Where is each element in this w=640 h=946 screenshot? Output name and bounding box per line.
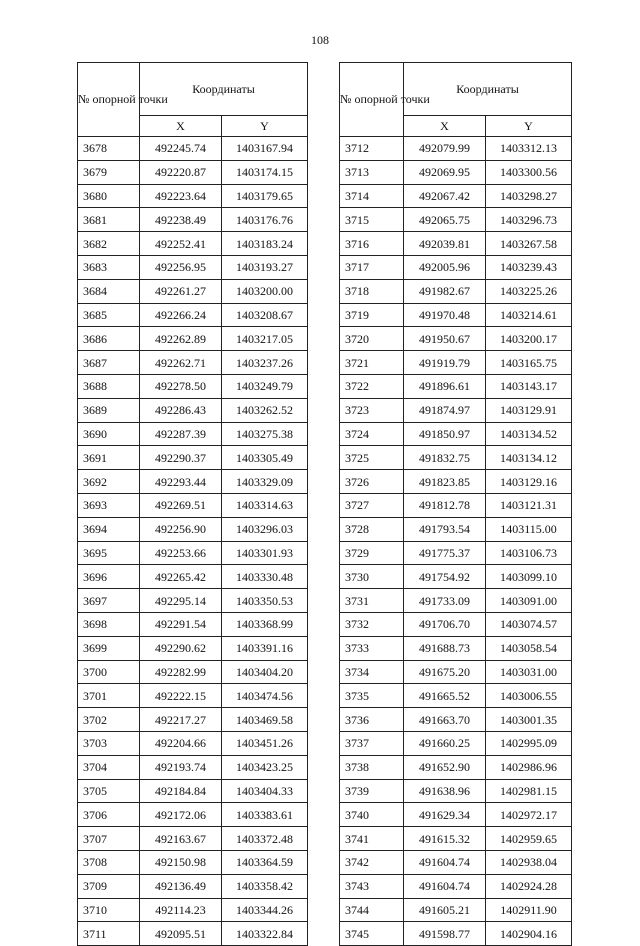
point-number-cell: 3724 [340, 422, 404, 446]
x-coordinate-cell: 492261.27 [140, 279, 222, 303]
y-coordinate-cell: 1403364.59 [222, 850, 308, 874]
y-coordinate-cell: 1403474.56 [222, 684, 308, 708]
table-row [78, 708, 308, 732]
y-coordinate-cell: 1403091.00 [486, 589, 572, 613]
point-number-cell: 3714 [340, 184, 404, 208]
y-coordinate-cell: 1402911.90 [486, 898, 572, 922]
point-number-cell: 3696 [78, 565, 140, 589]
x-coordinate-cell: 491919.79 [404, 351, 486, 375]
table-row [340, 708, 572, 732]
x-coordinate-cell: 491812.78 [404, 493, 486, 517]
y-coordinate-cell: 1403305.49 [222, 446, 308, 470]
table-row [78, 422, 308, 446]
point-number-cell: 3717 [340, 255, 404, 279]
y-coordinate-cell: 1403372.48 [222, 827, 308, 851]
table-row [78, 850, 308, 874]
y-coordinate-cell: 1403358.42 [222, 874, 308, 898]
point-number-cell: 3689 [78, 398, 140, 422]
table-row [78, 779, 308, 803]
y-coordinate-cell: 1402938.04 [486, 850, 572, 874]
table-row [78, 374, 308, 398]
y-coordinate-cell: 1403296.03 [222, 517, 308, 541]
y-coordinate-cell: 1403267.58 [486, 232, 572, 256]
table-row [340, 565, 572, 589]
x-coordinate-cell: 492193.74 [140, 755, 222, 779]
table-row [78, 541, 308, 565]
y-coordinate-cell: 1403193.27 [222, 255, 308, 279]
x-coordinate-cell: 492269.51 [140, 493, 222, 517]
y-coordinate-cell: 1403469.58 [222, 708, 308, 732]
x-coordinate-cell: 492067.42 [404, 184, 486, 208]
x-header: X [404, 116, 486, 137]
table-row [78, 493, 308, 517]
x-coordinate-cell: 492278.50 [140, 374, 222, 398]
x-coordinate-cell: 491615.32 [404, 827, 486, 851]
point-number-cell: 3706 [78, 803, 140, 827]
y-coordinate-cell: 1403006.55 [486, 684, 572, 708]
point-number-cell: 3692 [78, 470, 140, 494]
point-number-cell: 3725 [340, 446, 404, 470]
y-coordinate-cell: 1403001.35 [486, 708, 572, 732]
table-row [340, 517, 572, 541]
y-coordinate-cell: 1402981.15 [486, 779, 572, 803]
point-number-cell: 3730 [340, 565, 404, 589]
x-coordinate-cell: 492262.71 [140, 351, 222, 375]
y-coordinate-cell: 1403129.91 [486, 398, 572, 422]
x-coordinate-cell: 491950.67 [404, 327, 486, 351]
point-number-cell: 3681 [78, 208, 140, 232]
point-number-cell: 3732 [340, 612, 404, 636]
y-coordinate-cell: 1403329.09 [222, 470, 308, 494]
x-coordinate-cell: 491663.70 [404, 708, 486, 732]
x-coordinate-cell: 492265.42 [140, 565, 222, 589]
point-number-cell: 3678 [78, 137, 140, 161]
table-row [340, 137, 572, 161]
x-coordinate-cell: 491850.97 [404, 422, 486, 446]
x-coordinate-cell: 492095.51 [140, 922, 222, 946]
y-coordinate-cell: 1403225.26 [486, 279, 572, 303]
table-row [78, 803, 308, 827]
y-coordinate-cell: 1403165.75 [486, 351, 572, 375]
y-coordinate-cell: 1403208.67 [222, 303, 308, 327]
table-row [340, 422, 572, 446]
y-coordinate-cell: 1402972.17 [486, 803, 572, 827]
y-coordinate-cell: 1403174.15 [222, 160, 308, 184]
point-number-cell: 3700 [78, 660, 140, 684]
coordinates-header: Координаты [140, 63, 308, 116]
point-number-cell: 3686 [78, 327, 140, 351]
point-number-cell: 3728 [340, 517, 404, 541]
x-coordinate-cell: 492245.74 [140, 137, 222, 161]
x-coordinate-cell: 492065.75 [404, 208, 486, 232]
y-coordinate-cell: 1403167.94 [222, 137, 308, 161]
table-row [78, 636, 308, 660]
table-row [78, 612, 308, 636]
x-coordinate-cell: 492290.37 [140, 446, 222, 470]
x-coordinate-cell: 491629.34 [404, 803, 486, 827]
y-coordinate-cell: 1403344.26 [222, 898, 308, 922]
x-coordinate-cell: 492069.95 [404, 160, 486, 184]
table-row [340, 541, 572, 565]
y-coordinate-cell: 1403322.84 [222, 922, 308, 946]
x-coordinate-cell: 492039.81 [404, 232, 486, 256]
point-number-cell: 3722 [340, 374, 404, 398]
y-coordinate-cell: 1403200.17 [486, 327, 572, 351]
x-coordinate-cell: 492282.99 [140, 660, 222, 684]
point-number-cell: 3705 [78, 779, 140, 803]
x-coordinate-cell: 491604.74 [404, 850, 486, 874]
point-number-cell: 3716 [340, 232, 404, 256]
point-number-cell: 3745 [340, 922, 404, 946]
y-coordinate-cell: 1403350.53 [222, 589, 308, 613]
x-coordinate-cell: 491675.20 [404, 660, 486, 684]
x-coordinate-cell: 492266.24 [140, 303, 222, 327]
point-number-cell: 3713 [340, 160, 404, 184]
table-row [78, 827, 308, 851]
point-number-cell: 3687 [78, 351, 140, 375]
x-coordinate-cell: 492256.95 [140, 255, 222, 279]
point-number-cell: 3707 [78, 827, 140, 851]
y-header: Y [486, 116, 572, 137]
x-coordinate-cell: 492290.62 [140, 636, 222, 660]
table-row [78, 755, 308, 779]
table-row [340, 898, 572, 922]
x-coordinate-cell: 491970.48 [404, 303, 486, 327]
y-coordinate-cell: 1403249.79 [222, 374, 308, 398]
x-coordinate-cell: 491982.67 [404, 279, 486, 303]
point-number-cell: 3711 [78, 922, 140, 946]
table-row [78, 898, 308, 922]
x-coordinate-cell: 492291.54 [140, 612, 222, 636]
point-number-cell: 3741 [340, 827, 404, 851]
table-row [78, 137, 308, 161]
x-coordinate-cell: 492295.14 [140, 589, 222, 613]
point-number-cell: 3723 [340, 398, 404, 422]
y-coordinate-cell: 1403134.12 [486, 446, 572, 470]
table-row [340, 374, 572, 398]
x-coordinate-cell: 491605.21 [404, 898, 486, 922]
table-row [78, 255, 308, 279]
table-row [340, 755, 572, 779]
y-coordinate-cell: 1403134.52 [486, 422, 572, 446]
point-number-cell: 3693 [78, 493, 140, 517]
y-coordinate-cell: 1403301.93 [222, 541, 308, 565]
table-row [78, 565, 308, 589]
table-row [340, 636, 572, 660]
point-number-cell: 3683 [78, 255, 140, 279]
x-coordinate-cell: 491652.90 [404, 755, 486, 779]
x-coordinate-cell: 492114.23 [140, 898, 222, 922]
y-coordinate-cell: 1403058.54 [486, 636, 572, 660]
y-coordinate-cell: 1403262.52 [222, 398, 308, 422]
table-body [78, 137, 308, 946]
x-coordinate-cell: 492172.06 [140, 803, 222, 827]
table-row [340, 922, 572, 946]
x-coordinate-cell: 492005.96 [404, 255, 486, 279]
point-number-cell: 3743 [340, 874, 404, 898]
x-coordinate-cell: 492222.15 [140, 684, 222, 708]
point-number-cell: 3734 [340, 660, 404, 684]
point-number-header: № опорной точки [340, 63, 404, 137]
point-number-cell: 3738 [340, 755, 404, 779]
table-row [340, 208, 572, 232]
point-number-cell: 3726 [340, 470, 404, 494]
y-coordinate-cell: 1403404.33 [222, 779, 308, 803]
table-row [78, 446, 308, 470]
y-coordinate-cell: 1402959.65 [486, 827, 572, 851]
table-row [340, 327, 572, 351]
x-coordinate-cell: 491896.61 [404, 374, 486, 398]
point-number-cell: 3697 [78, 589, 140, 613]
point-number-cell: 3710 [78, 898, 140, 922]
point-number-cell: 3731 [340, 589, 404, 613]
table-row [340, 232, 572, 256]
point-number-cell: 3719 [340, 303, 404, 327]
point-number-cell: 3701 [78, 684, 140, 708]
point-number-cell: 3688 [78, 374, 140, 398]
y-coordinate-cell: 1403115.00 [486, 517, 572, 541]
point-number-cell: 3704 [78, 755, 140, 779]
x-coordinate-cell: 491832.75 [404, 446, 486, 470]
x-coordinate-cell: 492286.43 [140, 398, 222, 422]
coordinates-header: Координаты [404, 63, 572, 116]
y-coordinate-cell: 1403143.17 [486, 374, 572, 398]
point-number-cell: 3709 [78, 874, 140, 898]
y-coordinate-cell: 1402924.28 [486, 874, 572, 898]
y-coordinate-cell: 1403312.13 [486, 137, 572, 161]
table-row [78, 517, 308, 541]
y-coordinate-cell: 1403074.57 [486, 612, 572, 636]
y-coordinate-cell: 1403330.48 [222, 565, 308, 589]
y-coordinate-cell: 1403183.24 [222, 232, 308, 256]
table-row [78, 660, 308, 684]
table-row [340, 303, 572, 327]
point-number-cell: 3720 [340, 327, 404, 351]
table-row [340, 731, 572, 755]
point-number-cell: 3682 [78, 232, 140, 256]
x-coordinate-cell: 491660.25 [404, 731, 486, 755]
x-coordinate-cell: 492256.90 [140, 517, 222, 541]
x-coordinate-cell: 491823.85 [404, 470, 486, 494]
x-coordinate-cell: 492238.49 [140, 208, 222, 232]
point-number-cell: 3742 [340, 850, 404, 874]
table-row [340, 255, 572, 279]
y-coordinate-cell: 1403451.26 [222, 731, 308, 755]
point-number-cell: 3703 [78, 731, 140, 755]
y-coordinate-cell: 1402986.96 [486, 755, 572, 779]
page-number: 108 [311, 33, 329, 47]
y-coordinate-cell: 1403214.61 [486, 303, 572, 327]
y-coordinate-cell: 1403391.16 [222, 636, 308, 660]
x-coordinate-cell: 491706.70 [404, 612, 486, 636]
point-number-cell: 3744 [340, 898, 404, 922]
point-number-cell: 3736 [340, 708, 404, 732]
table-row [340, 446, 572, 470]
y-coordinate-cell: 1403121.31 [486, 493, 572, 517]
x-coordinate-cell: 492217.27 [140, 708, 222, 732]
x-coordinate-cell: 491665.52 [404, 684, 486, 708]
x-coordinate-cell: 491874.97 [404, 398, 486, 422]
point-number-cell: 3691 [78, 446, 140, 470]
point-number-cell: 3727 [340, 493, 404, 517]
point-number-cell: 3685 [78, 303, 140, 327]
point-number-cell: 3708 [78, 850, 140, 874]
table-row [340, 470, 572, 494]
point-number-cell: 3702 [78, 708, 140, 732]
point-number-cell: 3740 [340, 803, 404, 827]
y-coordinate-cell: 1403239.43 [486, 255, 572, 279]
y-coordinate-cell: 1403106.73 [486, 541, 572, 565]
point-number-cell: 3679 [78, 160, 140, 184]
table-row [340, 684, 572, 708]
y-coordinate-cell: 1403368.99 [222, 612, 308, 636]
table-row [78, 351, 308, 375]
x-coordinate-cell: 491775.37 [404, 541, 486, 565]
y-coordinate-cell: 1403383.61 [222, 803, 308, 827]
point-number-cell: 3695 [78, 541, 140, 565]
x-coordinate-cell: 492287.39 [140, 422, 222, 446]
table-row [78, 470, 308, 494]
y-coordinate-cell: 1403217.05 [222, 327, 308, 351]
table-row [340, 660, 572, 684]
point-number-cell: 3684 [78, 279, 140, 303]
table-row [78, 208, 308, 232]
y-coordinate-cell: 1403176.76 [222, 208, 308, 232]
y-coordinate-cell: 1402995.09 [486, 731, 572, 755]
x-coordinate-cell: 491688.73 [404, 636, 486, 660]
point-number-cell: 3739 [340, 779, 404, 803]
y-coordinate-cell: 1403300.56 [486, 160, 572, 184]
x-coordinate-cell: 491598.77 [404, 922, 486, 946]
y-coordinate-cell: 1403031.00 [486, 660, 572, 684]
point-number-cell: 3733 [340, 636, 404, 660]
table-row [78, 160, 308, 184]
table-row [78, 922, 308, 946]
table-row [340, 351, 572, 375]
table-row [340, 850, 572, 874]
x-coordinate-cell: 492184.84 [140, 779, 222, 803]
x-header: X [140, 116, 222, 137]
table-row [78, 684, 308, 708]
x-coordinate-cell: 492262.89 [140, 327, 222, 351]
point-number-cell: 3698 [78, 612, 140, 636]
table-row [340, 398, 572, 422]
table-row [78, 327, 308, 351]
x-coordinate-cell: 492150.98 [140, 850, 222, 874]
point-number-cell: 3690 [78, 422, 140, 446]
y-coordinate-cell: 1403298.27 [486, 184, 572, 208]
x-coordinate-cell: 491733.09 [404, 589, 486, 613]
coordinates-table-left [77, 62, 308, 946]
x-coordinate-cell: 492252.41 [140, 232, 222, 256]
x-coordinate-cell: 492163.67 [140, 827, 222, 851]
y-coordinate-cell: 1403099.10 [486, 565, 572, 589]
x-coordinate-cell: 492293.44 [140, 470, 222, 494]
y-coordinate-cell: 1403275.38 [222, 422, 308, 446]
point-number-cell: 3699 [78, 636, 140, 660]
coordinates-table-right [339, 62, 572, 946]
table-row [340, 779, 572, 803]
table-row [340, 827, 572, 851]
point-number-cell: 3737 [340, 731, 404, 755]
table-body [340, 137, 572, 946]
y-coordinate-cell: 1403129.16 [486, 470, 572, 494]
table-row [340, 612, 572, 636]
point-number-cell: 3718 [340, 279, 404, 303]
y-coordinate-cell: 1403423.25 [222, 755, 308, 779]
y-coordinate-cell: 1402904.16 [486, 922, 572, 946]
x-coordinate-cell: 492220.87 [140, 160, 222, 184]
x-coordinate-cell: 492223.64 [140, 184, 222, 208]
table-row [78, 874, 308, 898]
table-row [340, 589, 572, 613]
point-number-cell: 3735 [340, 684, 404, 708]
y-coordinate-cell: 1403237.26 [222, 351, 308, 375]
y-coordinate-cell: 1403296.73 [486, 208, 572, 232]
table-row [340, 874, 572, 898]
y-coordinate-cell: 1403314.63 [222, 493, 308, 517]
x-coordinate-cell: 492253.66 [140, 541, 222, 565]
table-row [78, 589, 308, 613]
table-row [78, 279, 308, 303]
x-coordinate-cell: 492079.99 [404, 137, 486, 161]
x-coordinate-cell: 492136.49 [140, 874, 222, 898]
x-coordinate-cell: 491754.92 [404, 565, 486, 589]
point-number-cell: 3721 [340, 351, 404, 375]
table-row [340, 160, 572, 184]
point-number-cell: 3694 [78, 517, 140, 541]
y-header: Y [222, 116, 308, 137]
y-coordinate-cell: 1403200.00 [222, 279, 308, 303]
y-coordinate-cell: 1403404.20 [222, 660, 308, 684]
table-row [340, 493, 572, 517]
point-number-cell: 3729 [340, 541, 404, 565]
x-coordinate-cell: 491638.96 [404, 779, 486, 803]
table-row [78, 398, 308, 422]
table-row [78, 232, 308, 256]
table-row [340, 184, 572, 208]
table-row [78, 303, 308, 327]
table-row [78, 731, 308, 755]
point-number-cell: 3680 [78, 184, 140, 208]
x-coordinate-cell: 491793.54 [404, 517, 486, 541]
table-row [340, 279, 572, 303]
point-number-header: № опорной точки [78, 63, 140, 137]
x-coordinate-cell: 492204.66 [140, 731, 222, 755]
point-number-cell: 3715 [340, 208, 404, 232]
table-row [340, 803, 572, 827]
table-row [78, 184, 308, 208]
point-number-cell: 3712 [340, 137, 404, 161]
y-coordinate-cell: 1403179.65 [222, 184, 308, 208]
x-coordinate-cell: 491604.74 [404, 874, 486, 898]
